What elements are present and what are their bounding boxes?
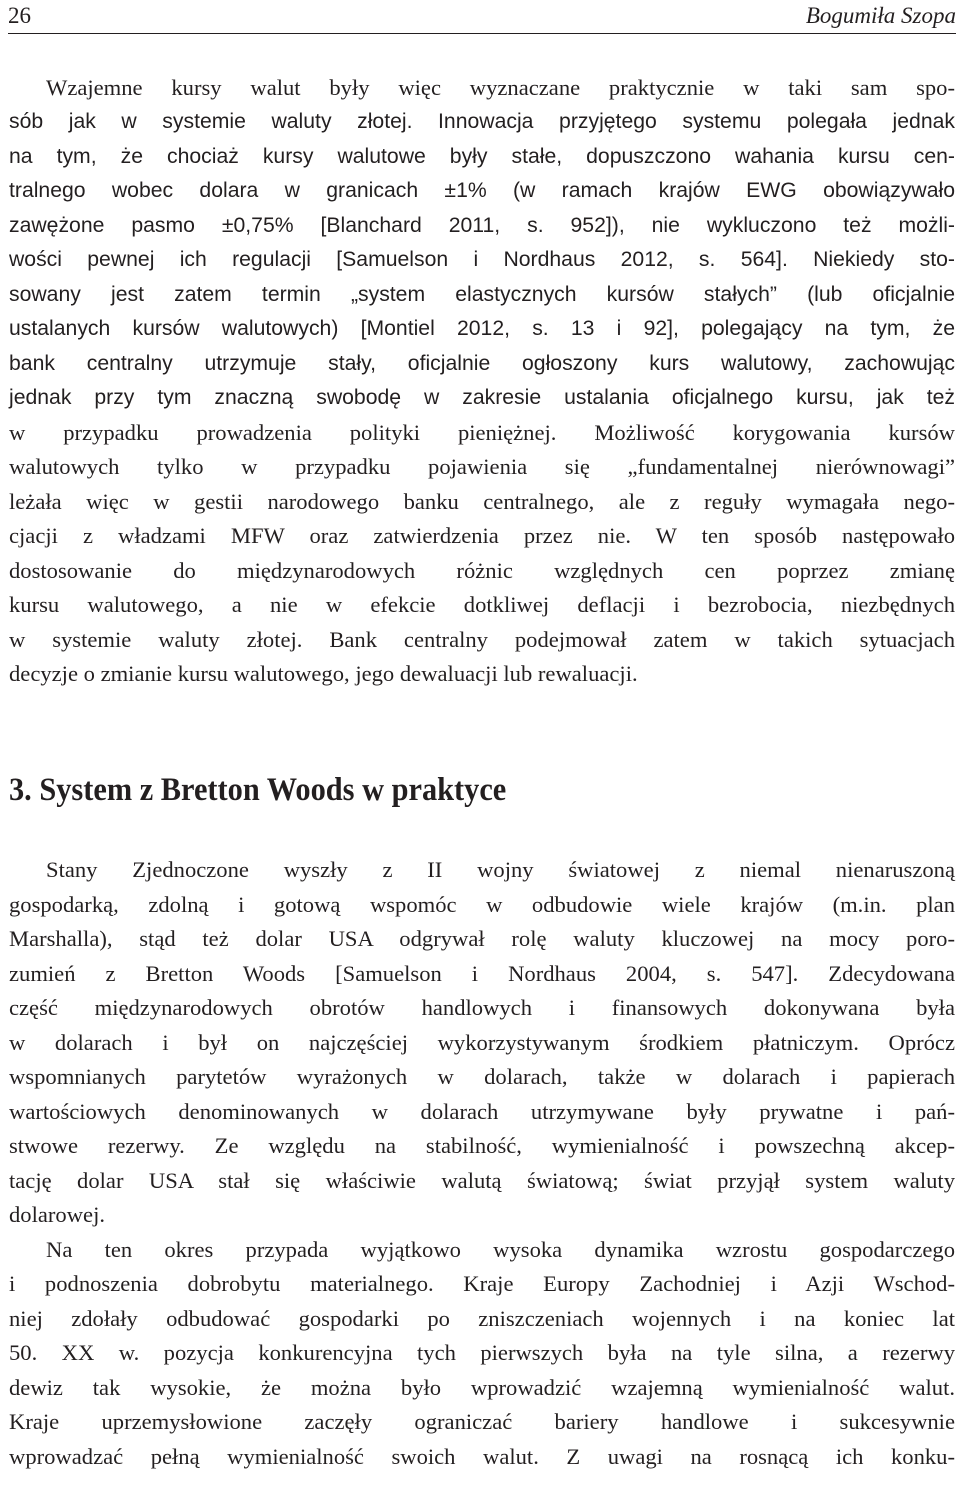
paragraph-1-line: bank centralny utrzymuje stały, oficjalnie ogłoszony kurs walutowy, zachowując: [9, 352, 955, 375]
paragraph-2-line: dolarowej.: [9, 1202, 105, 1227]
paragraph-3-line: dewiz tak wysokie, że można było wprowadzić wzajemną wymienialność walut.: [9, 1375, 955, 1400]
paragraph-2-line: stwowe rezerwy. Ze względu na stabilność, wymienialność i powszechną akcep-: [9, 1133, 955, 1158]
running-header-author: Bogumiła Szopa: [805, 3, 956, 28]
paragraph-2-line: tację dolar USA stał się właściwie walutą światową; świat przyjął system waluty: [9, 1168, 955, 1193]
paragraph-1-line: kursu walutowego, a nie w efekcie dotkliwej deflacji i bezrobocia, niezbędnych: [9, 592, 955, 617]
paragraph-2-line: część międzynarodowych obrotów handlowych i finansowych dokonywana była: [9, 995, 955, 1020]
paragraph-2-line: Stany Zjednoczone wyszły z II wojny światowej z niemal nienaruszoną: [46, 857, 955, 882]
paragraph-3-line: i podnoszenia dobrobytu materialnego. Kraje Europy Zachodniej i Azji Wschod-: [9, 1271, 955, 1296]
paragraph-3-line: niej zdołały odbudować gospodarki po zniszczeniach wojennych i na koniec lat: [9, 1306, 955, 1331]
paragraph-1-line: ustalanych kursów walutowych) [Montiel 2012, s. 13 i 92], polegający na tym, że: [9, 317, 955, 340]
paragraph-1-line: Wzajemne kursy walut były więc wyznaczane praktycznie w taki sam spo-: [46, 75, 955, 100]
paragraph-1-line: dostosowanie do międzynarodowych różnic względnych cen poprzez zmianę: [9, 558, 955, 583]
paragraph-2-line: w dolarach i był on najczęściej wykorzystywanym środkiem płatniczym. Oprócz: [9, 1030, 955, 1055]
paragraph-1-line: sowany jest zatem termin „system elastycznych kursów stałych” (lub oficjalnie: [9, 283, 955, 306]
paragraph-2-line: wartościowych denominowanych w dolarach utrzymywane były prywatne i pań-: [9, 1099, 955, 1124]
paragraph-3-line: Na ten okres przypada wyjątkowo wysoka dynamika wzrostu gospodarczego: [46, 1237, 955, 1262]
running-header: [8, 0, 956, 34]
section-heading: 3. System z Bretton Woods w praktyce: [9, 772, 507, 808]
paragraph-2-line: wspomnianych parytetów wyrażonych w dolarach, także w dolarach i papierach: [9, 1064, 955, 1089]
paragraph-1-line: na tym, że chociaż kursy walutowe były stałe, dopuszczono wahania kursu cen-: [9, 145, 955, 168]
paragraph-1-line: wości pewnej ich regulacji [Samuelson i Nordhaus 2012, s. 564]. Niekiedy sto-: [9, 248, 955, 271]
paragraph-1-line: w systemie waluty złotej. Bank centralny podejmował zatem w takich sytuacjach: [9, 627, 955, 652]
paragraph-1-line: cjacji z władzami MFW oraz zatwierdzenia przez nie. W ten sposób następowało: [9, 523, 955, 548]
paragraph-1-line: leżała więc w gestii narodowego banku centralnego, ale z reguły wymagała nego-: [9, 489, 955, 514]
paragraph-2-line: zumień z Bretton Woods [Samuelson i Nordhaus 2004, s. 547]. Zdecydowana: [9, 961, 955, 986]
paragraph-1-line: decyzje o zmianie kursu walutowego, jego dewaluacji lub rewaluacji.: [9, 661, 638, 686]
paragraph-1-line: walutowych tylko w przypadku pojawienia się „fundamentalnej nierównowagi”: [9, 454, 955, 479]
paragraph-1-line: zawężone pasmo ±0,75% [Blanchard 2011, s. 952]), nie wykluczono też możli-: [9, 214, 955, 237]
paragraph-1-line: w przypadku prowadzenia polityki pieniężnej. Możliwość korygowania kursów: [9, 420, 955, 445]
paragraph-2-line: Marshalla), stąd też dolar USA odgrywał rolę waluty kluczowej na mocy poro-: [9, 926, 955, 951]
paragraph-3-line: Kraje uprzemysłowione zaczęły ograniczać bariery handlowe i sukcesywnie: [9, 1409, 955, 1434]
paragraph-2-line: gospodarką, zdolną i gotową wspomóc w odbudowie wiele krajów (m.in. plan: [9, 892, 955, 917]
paragraph-1-line: sób jak w systemie waluty złotej. Innowacja przyjętego systemu polegała jednak: [9, 110, 955, 133]
page-number: 26: [8, 3, 31, 28]
paragraph-1-line: jednak przy tym znaczną swobodę w zakresie ustalania oficjalnego kursu, jak też: [9, 386, 955, 409]
paragraph-3-line: 50. XX w. pozycja konkurencyjna tych pierwszych była na tyle silna, a rezerwy: [9, 1340, 955, 1365]
paragraph-1-line: tralnego wobec dolara w granicach ±1% (w ramach krajów EWG obowiązywało: [9, 179, 955, 202]
paragraph-3-line: wprowadzać pełną wymienialność swoich walut. Z uwagi na rosnącą ich konku-: [9, 1444, 955, 1469]
